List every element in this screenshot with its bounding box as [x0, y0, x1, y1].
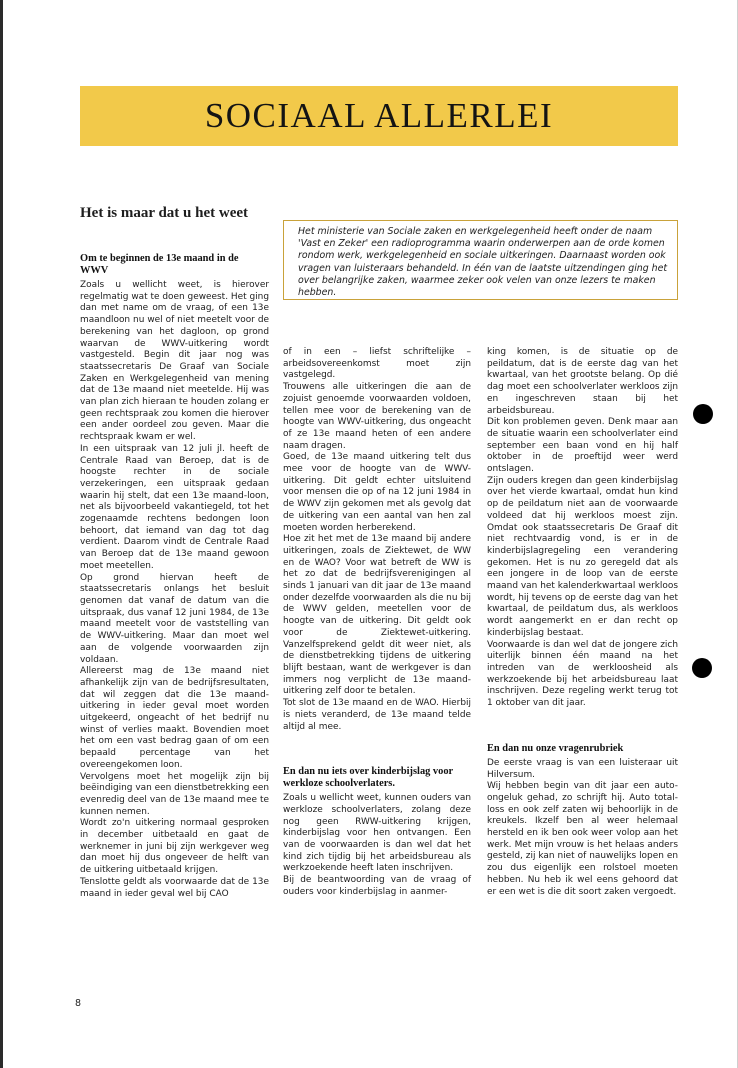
- column-2-heading: En dan nu iets over kinderbijslag voor werkloze schoolverlaters.: [283, 766, 453, 790]
- column-1: [80, 253, 269, 900]
- article-title: Het is maar dat u het weet: [80, 205, 249, 221]
- paragraph: De eerste vraag is van een luisteraar uit Hilversum.: [487, 757, 678, 780]
- column-3: [487, 347, 678, 898]
- paragraph: Wij hebben begin van dit jaar een auto-ongeluk gehad, zo schrijft hij. Auto total-loss en ook zelf zaten wij behoorlijk in de kreukels. Ikzelf ben al weer helemaal hersteld en ik ben ook weer volop aan het werk. Met mijn vrouw is het helaas anders gesteld, zij kan niet of nauwelijks lopen en zou dus eigenlijk een rolstoel moeten hebben. Nu heb ik wel eens gehoord dat er een wet is die dit soort zaken vergoedt.: [487, 781, 678, 897]
- column-3-heading: En dan nu onze vragenrubriek: [487, 742, 624, 754]
- paragraph: Voorwaarde is dan wel dat de jongere zich uiterlijk binnen één maand na het intreden van de werkloosheid als werkzoekende bij het arbeidsbureau laat inschrijven. Deze regeling werkt terug tot 1 oktober van dit jaar.: [487, 639, 678, 709]
- punch-hole-icon: [693, 404, 713, 424]
- paragraph: Zoals u wellicht weet, kunnen ouders van werkloze schoolverlaters, zolang deze nog geen RWW-uitkering krijgen, kinderbijslag voor hen ontvangen. Een van de voorwaarden is dan wel dat het kind zich tijdig bij het arbeidsbureau als werkzoekende heeft laten inschrijven.: [283, 793, 471, 874]
- intro-text: Het ministerie van Sociale zaken en werkgelegenheid heeft onder de naam 'Vast en Zeker' een radioprogramma waarin onderwerpen aan de orde komen rondom werk, werkgelegenheid en sociale uitkeringen. Daarnaast worden ook vragen van luisteraars behandeld. In één van de laatste uitzendingen ging het over belangrijke zaken, waarmee zeker ook velen van onze lezers te maken hebben.: [298, 226, 668, 299]
- column-1-heading: Om te beginnen de 13e maand in de WWV: [80, 253, 239, 276]
- paragraph: Op grond hiervan heeft de staatssecretaris onlangs het besluit genomen dat vanaf de datum van die uitspraak, dus vanaf 12 juni 1984, de 13e maand meetelt voor de vaststelling van de WWV-uitkering. Maar dan moet wel aan de volgende voorwaarden zijn voldaan.: [80, 572, 269, 665]
- paragraph: Hoe zit het met de 13e maand bij andere uitkeringen, zoals de Ziektewet, de WW en de WAO? Voor wat betreft de WW is het zo dat de bedrijfsverenigingen al sinds 1 januari van dit jaar de 13e maand onder dezelfde voorwaarden als die nu bij de WWV gelden, meetellen voor de hoogte van de uitkering. Dit geldt ook voor de Ziektewet-uitkering. Vanzelfsprekend geldt dit weer niet, als de dienstbetrekking tijdens de uitkering blijft bestaan, want de werkgever is dan immers nog verplicht de 13e maand-uitkering zelf door te betalen.: [283, 534, 471, 697]
- column-2: [283, 347, 471, 899]
- paragraph: Allereerst mag de 13e maand niet afhankelijk zijn van de bedrijfsresultaten, dat wil zeggen dat die 13e maand-uitkering in ieder geval moet worden uitgekeerd, ongeacht of het bedrijf nu winst of verlies maakt. Bovendien moet het om een vast bedrag gaan of om een bepaald percentage van het overeengekomen loon.: [80, 666, 269, 770]
- paragraph: Zoals u wellicht weet, is hierover regelmatig wat te doen geweest. Het ging dan met name om de vraag, of een 13e maandloon nu wel of niet meetelt voor de berekening van het dagloon, op grond waarvan de WWV-uitkering wordt vastgesteld. Begin dit jaar nog was staatssecretaris De Graaf van Sociale Zaken en Werkgelegenheid van mening dat de 13e maand niet meetelde. Hij was van plan zich hieraan te houden zolang er geen rechtspraak zou komen die hierover een ander oordeel zou geven. Maar die rechtspraak kwam er wel.: [80, 280, 269, 443]
- page-number: 8: [75, 998, 82, 1009]
- page-edge-left: [0, 0, 3, 1068]
- paragraph: Goed, de 13e maand uitkering telt dus mee voor de hoogte van de WWV-uitkering. Dit geldt echter uitsluitend voor mensen die op of na 12 juni 1984 in de WWV zijn gekomen met als gevolg dat de uitkering van een aantal van hen zal moeten worden herberekend.: [283, 452, 471, 533]
- paragraph: Bij de beantwoording van de vraag of ouders voor kinderbijslag in aanmer-: [283, 875, 471, 897]
- punch-hole-icon: [692, 658, 712, 678]
- paragraph: Zijn ouders kregen dan geen kinderbijslag over het vierde kwartaal, omdat hun kind op de peildatum niet aan de voorwaarde voldeed dat hij werkloos moest zijn. Omdat ook staatssecretaris De Graaf dit niet rechtvaardig vond, is er in de kinderbijslagregeling een verandering gekomen. Het is nu zo geregeld dat als een jongere in de loop van de eerste maand van het kalenderkwartaal werkloos wordt, hij tevens op de eerste dag van het kwartaal, de peildatum dus, als werkloos wordt aangemerkt en er dan recht op kinderbijslag bestaat.: [487, 475, 678, 638]
- paragraph: Wordt zo'n uitkering normaal gesproken in december uitbetaald en gaat de werknemer in juni bij zijn werkgever weg dan moet hij dus ongeveer de helft van de uitkering uitbetaald krijgen.: [80, 818, 269, 876]
- paragraph: In een uitspraak van 12 juli jl. heeft de Centrale Raad van Beroep, dat is de hoogste rechter in de sociale verzekeringen, een uitspraak gedaan waarin hij stelt, dat een 13e maand-loon, net als bijvoorbeeld vakantiegeld, tot het zogenaamde rechtens bedongen loon behoort, dat iemand van dag tot dag verdient. Daarom vindt de Centrale Raad van Beroep dat de 13e maand gewoon moet meetellen.: [80, 443, 269, 571]
- paragraph: Tot slot de 13e maand en de WAO. Hierbij is niets veranderd, de 13e maand telde altijd al mee.: [283, 698, 471, 732]
- paragraph: king komen, is de situatie op de peildatum, dat is de eerste dag van het kwartaal, van het grootste belang. Op dié dag moet een schoolverlater werkloos zijn en ingeschreven staan bij het arbeidsbureau.: [487, 347, 678, 416]
- paragraph: Trouwens alle uitkeringen die aan de zojuist genoemde voorwaarden voldoen, tellen mee voor de berekening van de hoogte van WWV-uitkering, dus ongeacht of ze 13e maand heten of een andere naam dragen.: [283, 382, 471, 451]
- paragraph: Tenslotte geldt als voorwaarde dat de 13e maand in ieder geval wel bij CAO: [80, 876, 269, 899]
- section-title: SOCIAAL ALLERLEI: [204, 96, 554, 135]
- section-banner: [80, 86, 678, 146]
- paragraph: Vervolgens moet het mogelijk zijn bij beëindiging van een dienstbetrekking een evenredig deel van de 13e maand mee te kunnen nemen.: [80, 771, 269, 817]
- intro-box: [283, 220, 678, 300]
- paragraph: of in een – liefst schriftelijke – arbeidsovereenkomst moet zijn vastgelegd.: [283, 347, 471, 381]
- paragraph: Dit kon problemen geven. Denk maar aan de situatie waarin een schoolverlater eind september een baan vond en hij half oktober in de proeftijd weer werd ontslagen.: [487, 417, 678, 475]
